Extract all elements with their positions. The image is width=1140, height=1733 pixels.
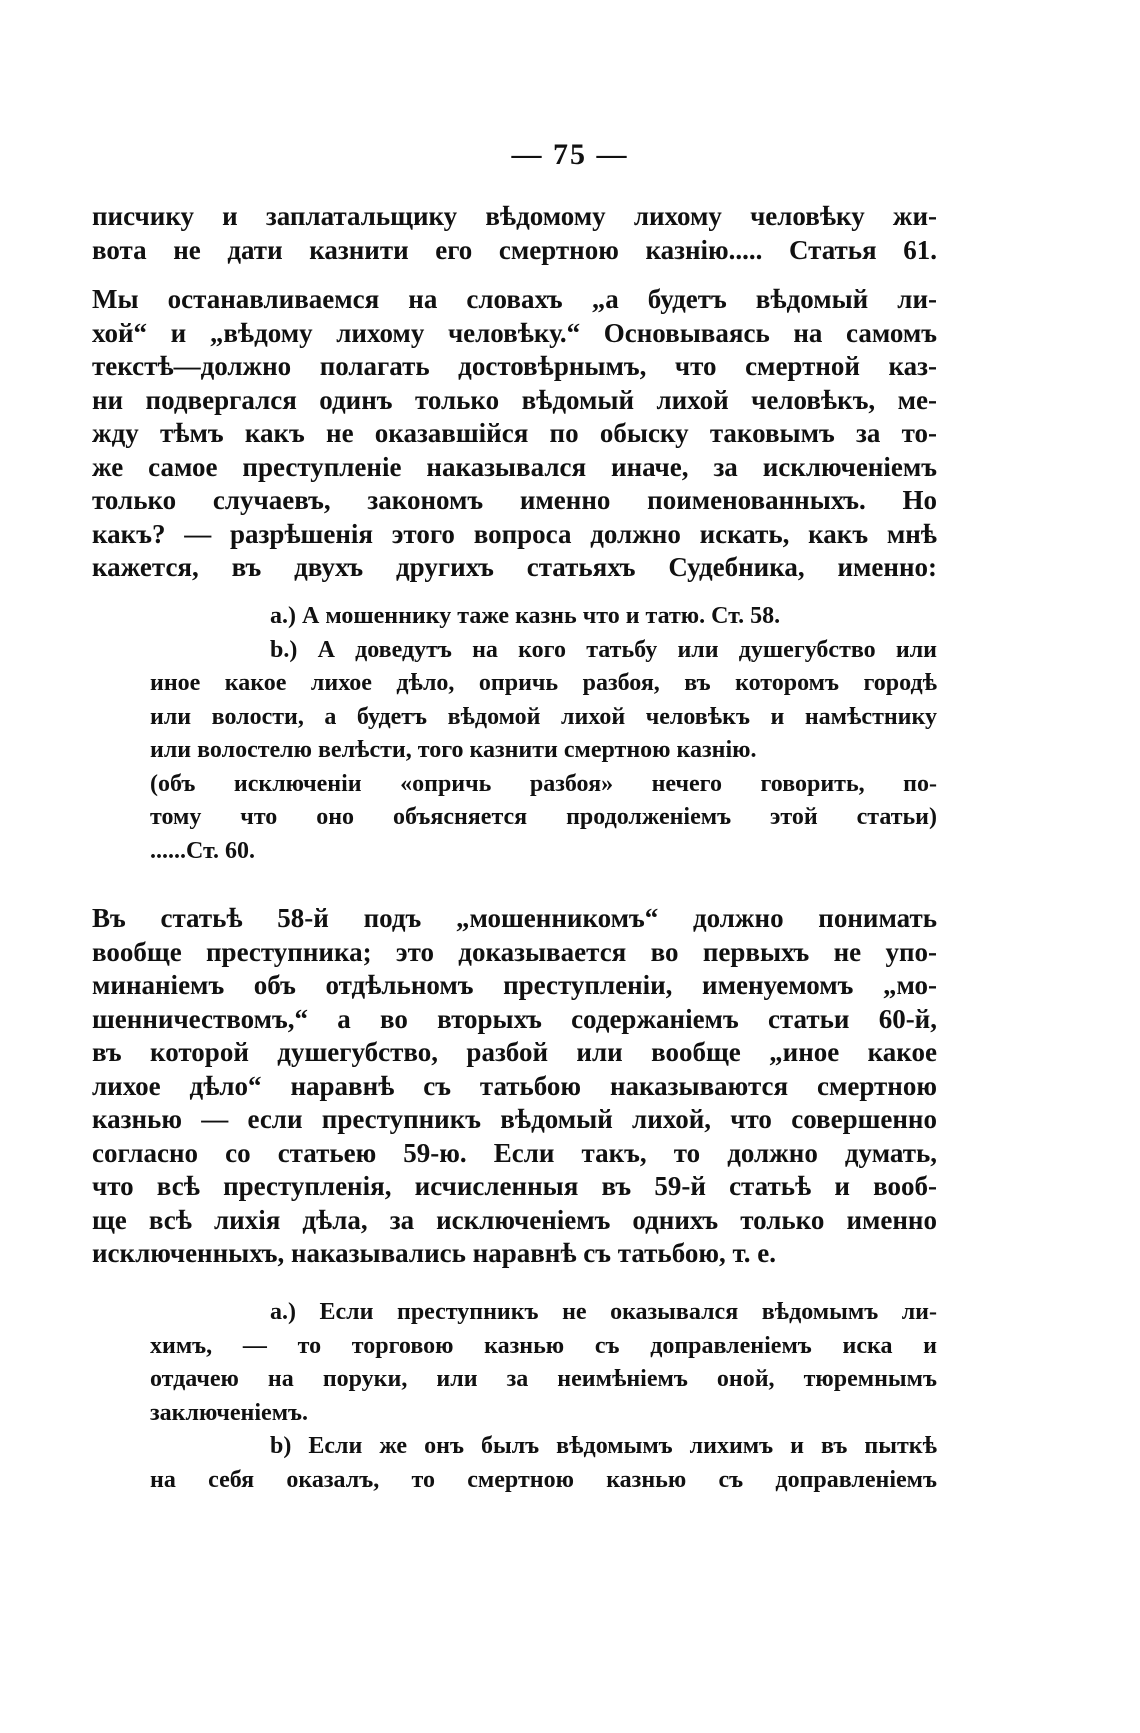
text-line: Мы останавливаемся на словахъ „а будетъ вѣдомый ли- <box>92 284 937 314</box>
text-line: текстѣ—должно полагать достовѣрнымъ, что смертной каз- <box>92 351 937 381</box>
text-line: согласно со статьею 59-ю. Если такъ, то должно думать, <box>92 1137 937 1168</box>
text-line: на себя оказалъ, то смертною казнью съ доправленіемъ <box>150 1466 937 1493</box>
text-line: вообще преступника; это доказывается во первыхъ не упо- <box>92 936 937 967</box>
text-line: ......Ст. 60. <box>150 837 255 864</box>
paragraph-intro <box>92 200 937 267</box>
text-line: жду тѣмъ какъ не оказавшійся по обыску таковымъ за то- <box>92 418 937 448</box>
punishment-list <box>150 1296 937 1497</box>
text-line: химъ, — то торговою казнью съ доправленіемъ иска и <box>150 1332 937 1359</box>
list-item: b.) А доведутъ на кого татьбу или душегубство или <box>270 636 937 663</box>
text-line: иное какое лихое дѣло, опричь разбоя, въ которомъ городѣ <box>150 670 937 696</box>
paragraph-second <box>92 902 937 1271</box>
text-line: хой“ и „вѣдому лихому человѣку.“ Основываясь на самомъ <box>92 317 937 348</box>
text-line: ще всѣ лихія дѣла, за исключеніемъ однихъ только именно <box>92 1204 937 1235</box>
text-line: же самое преступленіе наказывался иначе, за исключеніемъ <box>92 451 937 482</box>
text-line: только случаевъ, закономъ именно поименованныхъ. Но <box>92 485 937 515</box>
text-line: писчику и заплатальщику вѣдомому лихому человѣку жи- <box>92 201 937 231</box>
list-item: а.) А мошеннику таже казнь что и татю. Ст. 58. <box>270 603 781 629</box>
quoted-articles-list <box>150 600 937 868</box>
text-line: минаніемъ объ отдѣльномъ преступленіи, именуемомъ „мо- <box>92 970 937 1000</box>
page-number: — 75 — <box>511 138 629 171</box>
text-line: или волостелю велѣсти, того казнити смертною казнію. <box>150 737 757 763</box>
text-line: кажется, въ двухъ другихъ статьяхъ Судебника, именно: <box>92 552 937 582</box>
text-line: въ которой душегубство, разбой или вообще „иное какое <box>92 1037 937 1067</box>
text-line: что всѣ преступленія, исчисленныя въ 59-й статьѣ и вооб- <box>92 1171 937 1201</box>
text-line: тому что оно объясняется продолженіемъ этой статьи) <box>150 804 937 830</box>
text-line: ни подвергался одинъ только вѣдомый лихой человѣкъ, ме- <box>92 384 937 415</box>
text-line: вота не дати казнити его смертною казнію..... Статья 61. <box>92 234 937 265</box>
text-line: шенничествомъ,“ а во вторыхъ содержаніемъ статьи 60-й, <box>92 1003 937 1034</box>
text-line: исключенныхъ, наказывались наравнѣ съ татьбою, т. е. <box>92 1238 776 1268</box>
text-line: или волости, а будетъ вѣдомой лихой человѣкъ и намѣстнику <box>150 703 937 730</box>
text-line: Въ статьѣ 58-й подъ „мошенникомъ“ должно понимать <box>92 903 937 933</box>
list-item: b) Если же онъ былъ вѣдомымъ лихимъ и въ пыткѣ <box>270 1433 937 1459</box>
paragraph-main <box>92 283 937 585</box>
text-line: какъ? — разрѣшенія этого вопроса должно искать, какъ мнѣ <box>92 518 937 549</box>
text-line: казнью — если преступникъ вѣдомый лихой, что совершенно <box>92 1104 937 1134</box>
text-line: лихое дѣло“ наравнѣ съ татьбою наказываются смертною <box>92 1070 937 1101</box>
text-line: отдачею на поруки, или за неимѣніемъ оной, тюремнымъ <box>150 1366 937 1392</box>
text-line: (объ исключеніи «опричь разбоя» нечего говорить, по- <box>150 770 937 797</box>
text-line: заключеніемъ. <box>150 1399 309 1426</box>
list-item: а.) Если преступникъ не оказывался вѣдомымъ ли- <box>270 1299 937 1325</box>
